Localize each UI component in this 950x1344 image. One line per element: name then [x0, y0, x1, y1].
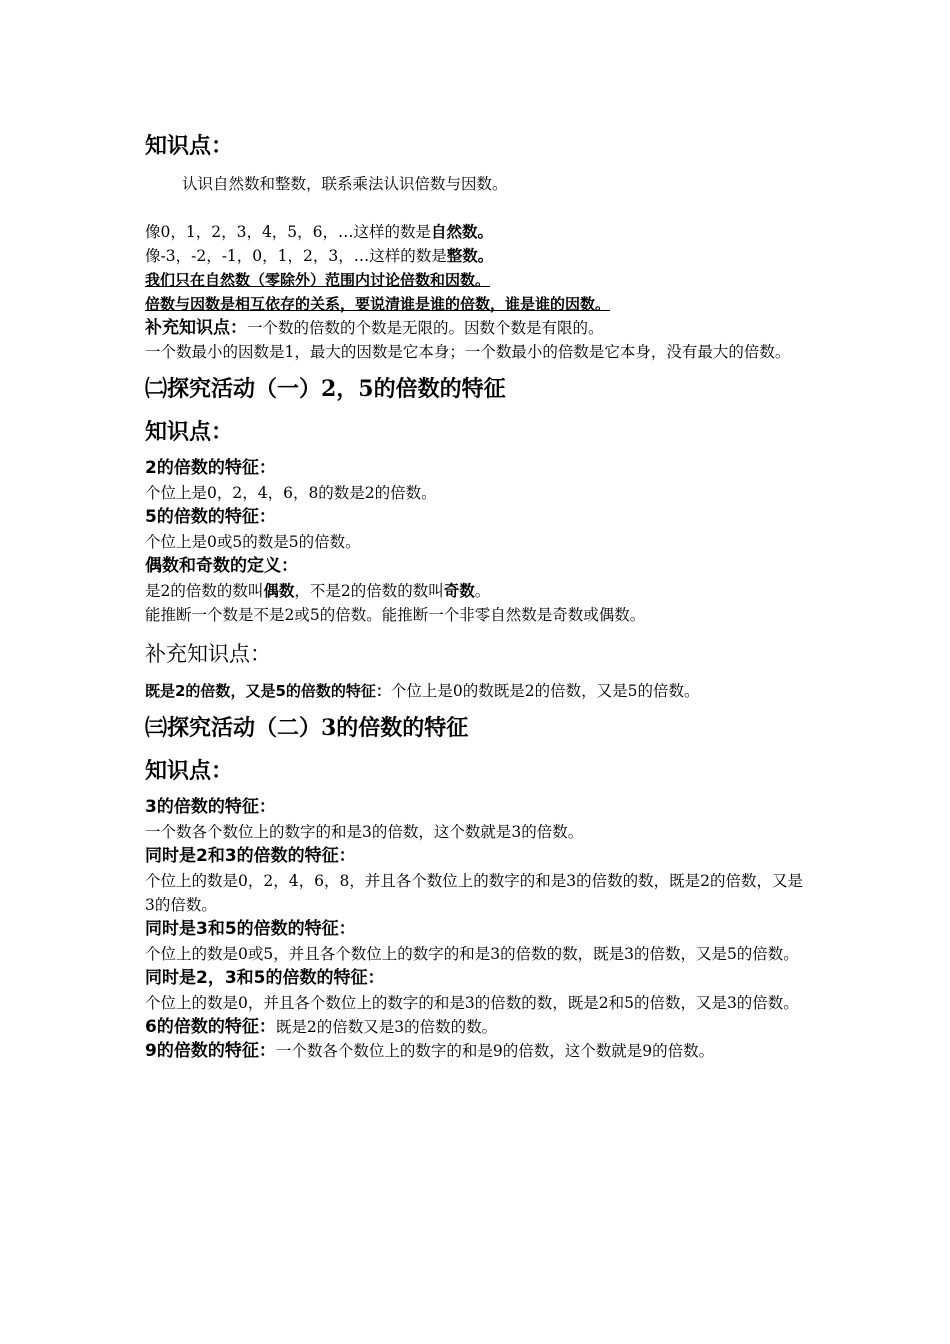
supplement-text: 一个数的倍数的个数是无限的。因数个数是有限的。	[247, 319, 604, 337]
nine-multiple-paragraph	[145, 1039, 810, 1063]
five-multiple-text: 个位上是0或5的数是5的倍数。	[145, 533, 361, 551]
two-multiple-heading: 2的倍数的特征：	[145, 458, 276, 478]
nine-multiple-label: 9的倍数的特征：	[145, 1041, 276, 1061]
natural-number-line	[145, 220, 810, 244]
integer-term: 整数。	[446, 247, 494, 265]
three-multiple-text: 一个数各个数位上的数字的和是3的倍数，这个数就是3的倍数。	[145, 823, 584, 841]
five-multiple-heading: 5的倍数的特征：	[145, 507, 276, 527]
both-2-and-5-label: 既是2的倍数，又是5的倍数的特征：	[145, 682, 391, 700]
two-three-five-text: 个位上的数是0，并且各个数位上的数字的和是3的倍数的数，既是2和5的倍数，又是3的倍数。	[145, 994, 799, 1012]
natural-prefix: 像0，1，2，3，4，5，6，…这样的数是	[145, 223, 432, 241]
both-2-and-5-text: 个位上是0的数既是2的倍数，又是5的倍数。	[390, 682, 700, 700]
underlined-rule-1: 我们只在自然数（零除外）范围内讨论倍数和因数。	[145, 271, 491, 289]
natural-term: 自然数。	[431, 223, 494, 241]
six-multiple-label: 6的倍数的特征：	[145, 1017, 276, 1037]
six-multiple-paragraph	[145, 1015, 810, 1039]
nine-multiple-text: 一个数各个数位上的数字的和是9的倍数，这个数就是9的倍数。	[275, 1042, 715, 1060]
two-multiple-text: 个位上是0，2，4，6，8的数是2的倍数。	[145, 484, 437, 502]
odd-term: 奇数	[443, 582, 475, 600]
three-multiple-heading: 3的倍数的特征：	[145, 797, 276, 817]
even-odd-definition	[145, 579, 810, 603]
integer-line	[145, 244, 810, 268]
knowledge-points-title: 知识点：	[145, 134, 234, 159]
two-three-five-heading: 同时是2，3和5的倍数的特征：	[145, 968, 385, 988]
section-3-heading: ㈢探究活动（二）3的倍数的特征	[145, 715, 469, 741]
even-term: 偶数	[263, 582, 295, 600]
knowledge-points-title-2: 知识点：	[145, 420, 234, 445]
even-odd-pre: 是2的倍数的数叫	[145, 582, 264, 600]
knowledge-points-title-3: 知识点：	[145, 759, 234, 784]
even-odd-end: 。	[474, 582, 491, 600]
supplement-title-2: 补充知识点：	[145, 642, 271, 666]
even-odd-mid: ，不是2的倍数的数叫	[294, 582, 444, 600]
six-multiple-text: 既是2的倍数又是3的倍数的数。	[275, 1018, 498, 1036]
supplement-label: 补充知识点：	[145, 318, 247, 338]
integer-prefix: 像-3，-2，-1，0，1，2，3，…这样的数是	[145, 247, 447, 265]
intro-paragraph: 认识自然数和整数，联系乘法认识倍数与因数。	[182, 175, 508, 193]
three-and-five-heading: 同时是3和5的倍数的特征：	[145, 919, 356, 939]
supplement-line	[145, 316, 810, 340]
document-page	[145, 132, 810, 1063]
supplement-paragraph: 一个数最小的因数是1，最大的因数是它本身；一个数最小的倍数是它本身，没有最大的倍数。	[145, 343, 791, 361]
underlined-rule-2: 倍数与因数是相互依存的关系，要说清谁是谁的倍数，谁是谁的因数。	[145, 295, 611, 313]
three-and-five-text: 个位上的数是0或5，并且各个数位上的数字的和是3的倍数的数，既是3的倍数，又是5的倍数。	[145, 945, 799, 963]
two-and-three-text: 个位上的数是0，2，4，6，8，并且各个数位上的数字的和是3的倍数的数，既是2的倍数，又是3的倍数。	[145, 872, 804, 914]
infer-text: 能推断一个数是不是2或5的倍数。能推断一个非零自然数是奇数或偶数。	[145, 606, 646, 624]
two-and-three-heading: 同时是2和3的倍数的特征：	[145, 846, 356, 866]
both-2-and-5-paragraph	[145, 679, 810, 703]
section-2-heading: ㈡探究活动（一）2，5的倍数的特征	[145, 376, 506, 402]
even-odd-heading: 偶数和奇数的定义：	[145, 556, 298, 576]
